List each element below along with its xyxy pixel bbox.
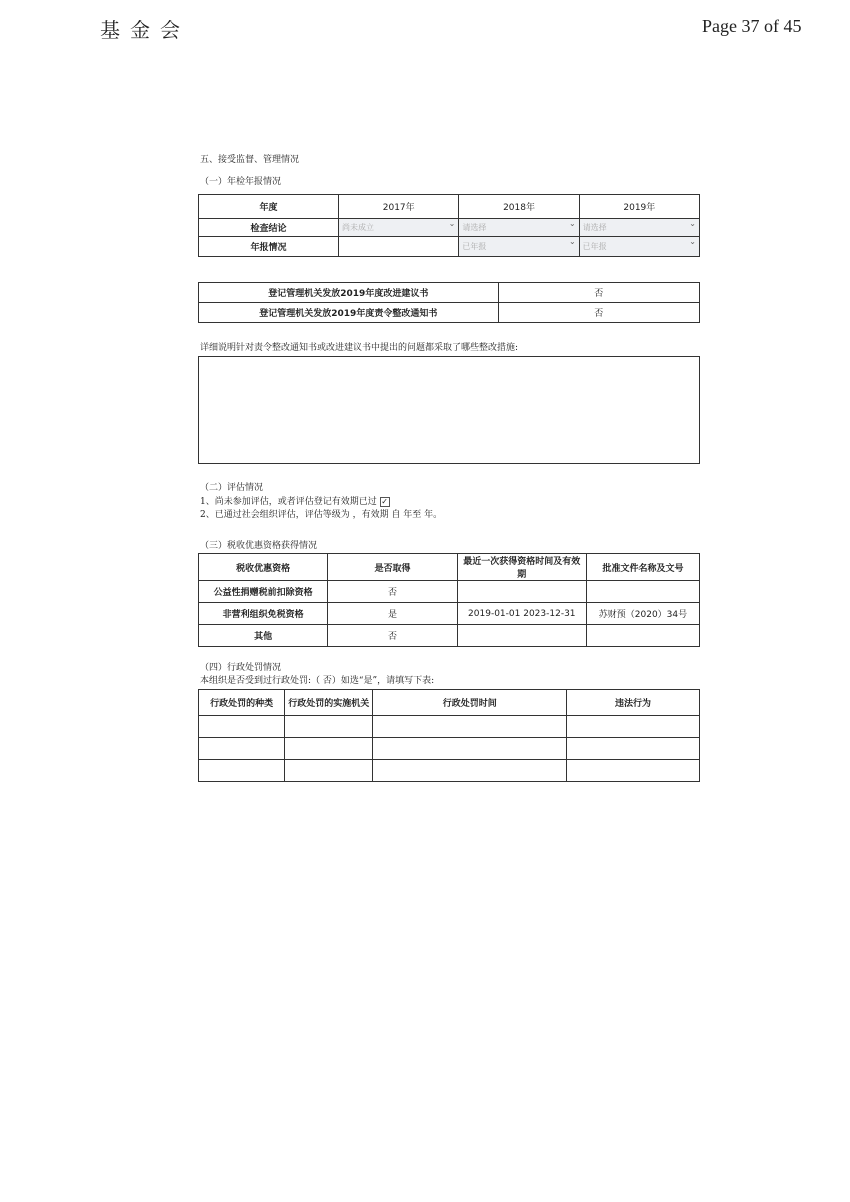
header-2019: 2019年 — [579, 195, 699, 219]
tax-cell: 其他 — [199, 625, 328, 647]
tax-cell — [457, 625, 586, 647]
tax-cell: 否 — [328, 581, 457, 603]
penalty-header-violation: 违法行为 — [567, 690, 700, 716]
penalty-header-time: 行政处罚时间 — [373, 690, 567, 716]
tax-cell — [586, 625, 699, 647]
table-row — [199, 603, 700, 625]
annual-inspection-title: （一）年检年报情况 — [200, 177, 282, 187]
chevron-down-icon: ⌄ — [568, 237, 576, 246]
rectification-textarea[interactable] — [198, 356, 700, 464]
rectification-prompt: 详细说明针对责令整改通知书或改进建议书中提出的问题都采取了哪些整改措施: — [200, 343, 519, 353]
penalty-question: 本组织是否受到过行政处罚:（ 否）如选“是”，请填写下表: — [200, 676, 435, 686]
tax-title: （三）税收优惠资格获得情况 — [200, 541, 318, 551]
inspection-2018-select[interactable]: 请选择 ⌄ — [459, 219, 579, 237]
header-year: 年度 — [199, 195, 339, 219]
table-row — [199, 716, 700, 738]
row-inspection-label: 检查结论 — [199, 219, 339, 237]
penalty-header-type: 行政处罚的种类 — [199, 690, 285, 716]
evaluation-line2: 2、已通过社会组织评估，评估等级为 ，有效期 自 年至 年。 — [200, 510, 443, 520]
penalty-header-agency: 行政处罚的实施机关 — [285, 690, 373, 716]
notice-rectification-value: 否 — [498, 303, 699, 323]
chevron-down-icon: ⌄ — [448, 219, 456, 228]
header-2018: 2018年 — [459, 195, 579, 219]
tax-cell: 公益性捐赠税前扣除资格 — [199, 581, 328, 603]
chevron-down-icon: ⌄ — [568, 219, 576, 228]
tax-header-period: 最近一次获得资格时间及有效期 — [457, 554, 586, 581]
table-row — [199, 738, 700, 760]
section-title: 五、接受监督、管理情况 — [200, 155, 300, 165]
notice-rectification-label: 登记管理机关发放2019年度责令整改通知书 — [199, 303, 499, 323]
table-row — [199, 625, 700, 647]
table-row — [199, 760, 700, 782]
tax-header-qualification: 税收优惠资格 — [199, 554, 328, 581]
inspection-2017-select[interactable]: 尚未成立 ⌄ — [339, 219, 459, 237]
table-row — [199, 581, 700, 603]
report-2019-select[interactable]: 已年报 ⌄ — [579, 237, 699, 257]
notices-table — [198, 282, 700, 323]
row-report-label: 年报情况 — [199, 237, 339, 257]
annual-inspection-table — [198, 194, 700, 257]
penalty-table — [198, 689, 700, 782]
notice-improvement-label: 登记管理机关发放2019年度改进建议书 — [199, 283, 499, 303]
tax-header-document: 批准文件名称及文号 — [586, 554, 699, 581]
tax-cell: 非营利组织免税资格 — [199, 603, 328, 625]
tax-cell: 否 — [328, 625, 457, 647]
header-org: 基金会 — [100, 18, 190, 42]
inspection-2019-select[interactable]: 请选择 ⌄ — [579, 219, 699, 237]
report-2017-cell — [339, 237, 459, 257]
tax-header-obtained: 是否取得 — [328, 554, 457, 581]
evaluation-title: （二）评估情况 — [200, 483, 264, 493]
tax-cell: 是 — [328, 603, 457, 625]
tax-cell — [457, 581, 586, 603]
penalty-title: （四）行政处罚情况 — [200, 663, 282, 673]
tax-cell: 2019-01-01 2023-12-31 — [457, 603, 586, 625]
notice-improvement-value: 否 — [498, 283, 699, 303]
chevron-down-icon: ⌄ — [689, 237, 696, 246]
chevron-down-icon: ⌄ — [689, 219, 696, 228]
page-number: Page 37 of 45 — [702, 16, 802, 36]
tax-table — [198, 553, 700, 647]
header-2017: 2017年 — [339, 195, 459, 219]
evaluation-line1: 1、尚未参加评估，或者评估登记有效期已过 ✓ — [200, 496, 388, 507]
tax-cell — [586, 581, 699, 603]
tax-cell: 苏财预（2020）34号 — [586, 603, 699, 625]
report-2018-select[interactable]: 已年报 ⌄ — [459, 237, 579, 257]
evaluation-checkbox[interactable]: ✓ — [381, 496, 388, 506]
